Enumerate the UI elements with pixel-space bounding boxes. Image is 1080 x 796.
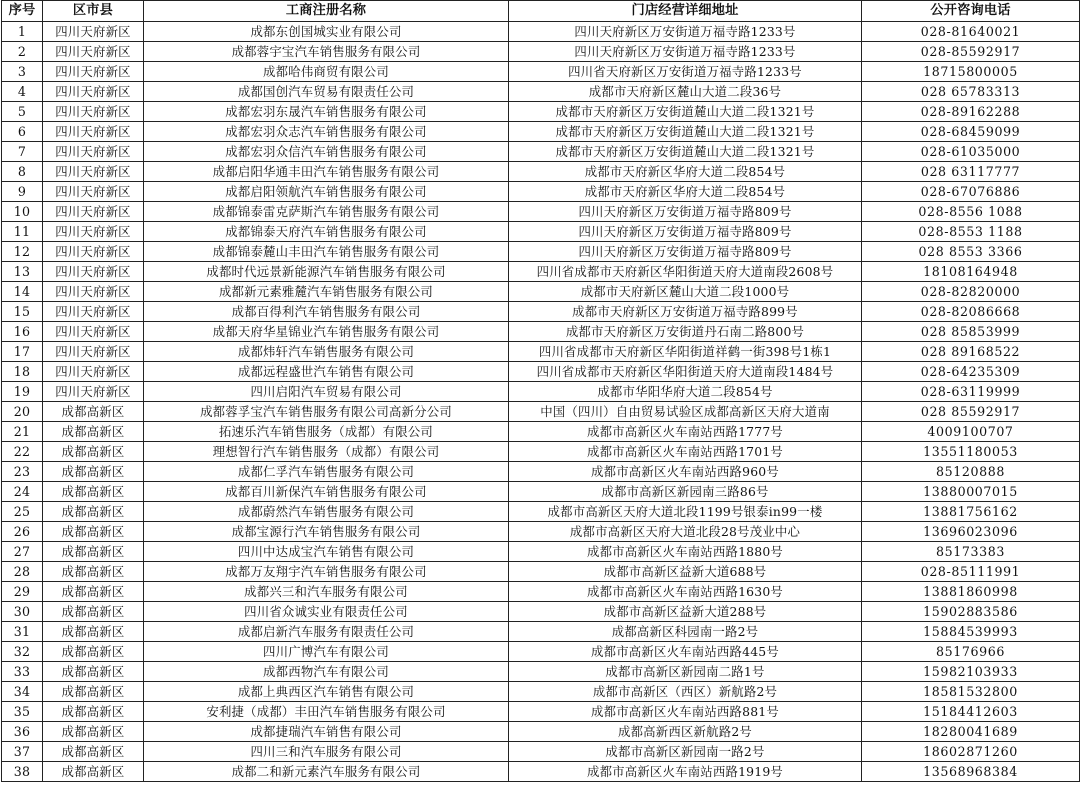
cell-address: 四川天府新区万安街道万福寺路1233号 <box>509 42 862 62</box>
table-row <box>2 522 1080 542</box>
cell-district: 成都高新区 <box>43 482 144 502</box>
cell-phone: 028-64235309 <box>862 362 1080 382</box>
cell-company: 成都万友翔宇汽车销售服务有限公司 <box>144 562 509 582</box>
cell-district: 成都高新区 <box>43 502 144 522</box>
cell-address: 成都市高新区新园南三路86号 <box>509 482 862 502</box>
table-row <box>2 422 1080 442</box>
cell-index: 36 <box>2 722 43 742</box>
table-row <box>2 322 1080 342</box>
table-row <box>2 122 1080 142</box>
cell-phone: 028-81640021 <box>862 22 1080 42</box>
table-row <box>2 582 1080 602</box>
table-row <box>2 142 1080 162</box>
cell-company: 成都远程盛世汽车销售有限公司 <box>144 362 509 382</box>
cell-company: 成都二和新元素汽车服务有限公司 <box>144 762 509 782</box>
cell-company: 成都炜轩汽车销售服务有限公司 <box>144 342 509 362</box>
cell-index: 1 <box>2 22 43 42</box>
cell-index: 19 <box>2 382 43 402</box>
cell-index: 7 <box>2 142 43 162</box>
table-row <box>2 622 1080 642</box>
cell-phone: 18280041689 <box>862 722 1080 742</box>
cell-address: 成都市天府新区万安街道丹石南二路800号 <box>509 322 862 342</box>
cell-district: 四川天府新区 <box>43 342 144 362</box>
cell-phone: 15184412603 <box>862 702 1080 722</box>
cell-phone: 028 65783313 <box>862 82 1080 102</box>
table-row <box>2 442 1080 462</box>
cell-phone: 028 8553 3366 <box>862 242 1080 262</box>
cell-company: 成都启阳领航汽车销售服务有限公司 <box>144 182 509 202</box>
cell-district: 成都高新区 <box>43 662 144 682</box>
cell-index: 18 <box>2 362 43 382</box>
cell-phone: 18581532800 <box>862 682 1080 702</box>
cell-address: 四川天府新区万安街道万福寺路809号 <box>509 202 862 222</box>
cell-district: 成都高新区 <box>43 402 144 422</box>
cell-district: 成都高新区 <box>43 462 144 482</box>
cell-company: 成都天府华星锦业汽车销售服务有限公司 <box>144 322 509 342</box>
table-row <box>2 222 1080 242</box>
cell-phone: 18602871260 <box>862 742 1080 762</box>
table-row <box>2 182 1080 202</box>
cell-company: 成都哈伟商贸有限公司 <box>144 62 509 82</box>
cell-company: 成都国创汽车贸易有限责任公司 <box>144 82 509 102</box>
cell-address: 成都市高新区益新大道688号 <box>509 562 862 582</box>
cell-district: 四川天府新区 <box>43 102 144 122</box>
cell-index: 29 <box>2 582 43 602</box>
table-row <box>2 462 1080 482</box>
cell-address: 成都市天府新区万安街道麓山大道二段1321号 <box>509 142 862 162</box>
cell-district: 四川天府新区 <box>43 142 144 162</box>
table-row <box>2 562 1080 582</box>
cell-index: 31 <box>2 622 43 642</box>
cell-company: 成都上典西区汽车销售有限公司 <box>144 682 509 702</box>
cell-address: 成都市天府新区万安街道麓山大道二段1321号 <box>509 102 862 122</box>
header-company: 工商注册名称 <box>144 1 509 22</box>
cell-company: 成都仁孚汽车销售服务有限公司 <box>144 462 509 482</box>
table-row <box>2 682 1080 702</box>
cell-company: 成都启新汽车服务有限责任公司 <box>144 622 509 642</box>
cell-phone: 15902883586 <box>862 602 1080 622</box>
cell-index: 30 <box>2 602 43 622</box>
table-row <box>2 642 1080 662</box>
cell-district: 四川天府新区 <box>43 382 144 402</box>
cell-company: 成都宏羽众志汽车销售服务有限公司 <box>144 122 509 142</box>
table-row <box>2 62 1080 82</box>
cell-company: 四川三和汽车服务有限公司 <box>144 742 509 762</box>
header-district: 区市县 <box>43 1 144 22</box>
cell-address: 成都市高新区火车南站西路1777号 <box>509 422 862 442</box>
cell-address: 中国（四川）自由贸易试验区成都高新区天府大道南 <box>509 402 862 422</box>
cell-index: 38 <box>2 762 43 782</box>
table-row <box>2 262 1080 282</box>
cell-district: 成都高新区 <box>43 722 144 742</box>
cell-phone: 15884539993 <box>862 622 1080 642</box>
cell-company: 四川广博汽车有限公司 <box>144 642 509 662</box>
cell-phone: 85173383 <box>862 542 1080 562</box>
cell-index: 15 <box>2 302 43 322</box>
cell-company: 成都宏羽众信汽车销售服务有限公司 <box>144 142 509 162</box>
cell-district: 四川天府新区 <box>43 202 144 222</box>
cell-index: 10 <box>2 202 43 222</box>
cell-company: 成都锦泰麓山丰田汽车销售服务有限公司 <box>144 242 509 262</box>
cell-address: 成都市高新区（西区）新航路2号 <box>509 682 862 702</box>
cell-address: 成都市高新区天府大道北段28号茂业中心 <box>509 522 862 542</box>
cell-company: 拓速乐汽车销售服务（成都）有限公司 <box>144 422 509 442</box>
cell-company: 成都捷瑞汽车销售有限公司 <box>144 722 509 742</box>
cell-company: 成都东创国城实业有限公司 <box>144 22 509 42</box>
cell-address: 成都市高新区火车南站西路1880号 <box>509 542 862 562</box>
header-index: 序号 <box>2 1 43 22</box>
cell-district: 成都高新区 <box>43 642 144 662</box>
cell-address: 成都市高新区火车南站西路445号 <box>509 642 862 662</box>
cell-district: 四川天府新区 <box>43 182 144 202</box>
cell-index: 33 <box>2 662 43 682</box>
cell-company: 安利捷（成都）丰田汽车销售服务有限公司 <box>144 702 509 722</box>
cell-phone: 18715800005 <box>862 62 1080 82</box>
table-row <box>2 202 1080 222</box>
cell-phone: 028-67076886 <box>862 182 1080 202</box>
cell-address: 成都市天府新区麓山大道二段1000号 <box>509 282 862 302</box>
cell-district: 成都高新区 <box>43 622 144 642</box>
cell-district: 四川天府新区 <box>43 242 144 262</box>
cell-index: 27 <box>2 542 43 562</box>
cell-index: 12 <box>2 242 43 262</box>
cell-address: 四川天府新区万安街道万福寺路809号 <box>509 242 862 262</box>
cell-company: 四川省众诚实业有限责任公司 <box>144 602 509 622</box>
cell-district: 四川天府新区 <box>43 122 144 142</box>
cell-district: 四川天府新区 <box>43 302 144 322</box>
cell-company: 成都锦泰雷克萨斯汽车销售服务有限公司 <box>144 202 509 222</box>
cell-index: 9 <box>2 182 43 202</box>
cell-district: 四川天府新区 <box>43 322 144 342</box>
cell-address: 成都市天府新区华府大道二段854号 <box>509 162 862 182</box>
cell-phone: 028 85592917 <box>862 402 1080 422</box>
cell-phone: 028-8553 1188 <box>862 222 1080 242</box>
cell-phone: 028-89162288 <box>862 102 1080 122</box>
cell-index: 34 <box>2 682 43 702</box>
cell-company: 理想智行汽车销售服务（成都）有限公司 <box>144 442 509 462</box>
cell-phone: 13696023096 <box>862 522 1080 542</box>
cell-district: 成都高新区 <box>43 582 144 602</box>
cell-district: 四川天府新区 <box>43 42 144 62</box>
cell-district: 成都高新区 <box>43 762 144 782</box>
cell-address: 成都市高新区火车南站西路1701号 <box>509 442 862 462</box>
cell-company: 成都蔚然汽车销售服务有限公司 <box>144 502 509 522</box>
cell-index: 35 <box>2 702 43 722</box>
cell-index: 13 <box>2 262 43 282</box>
cell-phone: 028-63119999 <box>862 382 1080 402</box>
cell-company: 成都西物汽车有限公司 <box>144 662 509 682</box>
cell-company: 成都百川新保汽车销售服务有限公司 <box>144 482 509 502</box>
cell-index: 24 <box>2 482 43 502</box>
cell-company: 成都百得利汽车销售服务有限公司 <box>144 302 509 322</box>
cell-address: 成都市高新区天府大道北段1199号银泰in99一楼 <box>509 502 862 522</box>
cell-phone: 028-85111991 <box>862 562 1080 582</box>
cell-index: 22 <box>2 442 43 462</box>
cell-company: 成都新元素雅麓汽车销售服务有限公司 <box>144 282 509 302</box>
cell-index: 5 <box>2 102 43 122</box>
table-row <box>2 602 1080 622</box>
cell-phone: 028-8556 1088 <box>862 202 1080 222</box>
cell-index: 4 <box>2 82 43 102</box>
cell-district: 成都高新区 <box>43 702 144 722</box>
header-address: 门店经营详细地址 <box>509 1 862 22</box>
table-row <box>2 162 1080 182</box>
table-row <box>2 362 1080 382</box>
cell-index: 21 <box>2 422 43 442</box>
cell-index: 23 <box>2 462 43 482</box>
cell-address: 成都高新区科园南一路2号 <box>509 622 862 642</box>
cell-phone: 13880007015 <box>862 482 1080 502</box>
cell-company: 成都蓉孚宝汽车销售服务有限公司高新分公司 <box>144 402 509 422</box>
table-row <box>2 742 1080 762</box>
cell-district: 四川天府新区 <box>43 282 144 302</box>
cell-address: 成都市天府新区麓山大道二段36号 <box>509 82 862 102</box>
table-body <box>2 22 1080 782</box>
cell-index: 20 <box>2 402 43 422</box>
cell-index: 14 <box>2 282 43 302</box>
cell-index: 8 <box>2 162 43 182</box>
cell-address: 四川省成都市天府新区华阳街道祥鹤一街398号1栋1 <box>509 342 862 362</box>
cell-phone: 13551180053 <box>862 442 1080 462</box>
cell-company: 成都宏羽东晟汽车销售服务有限公司 <box>144 102 509 122</box>
cell-index: 16 <box>2 322 43 342</box>
cell-district: 四川天府新区 <box>43 162 144 182</box>
cell-address: 成都市高新区火车南站西路1919号 <box>509 762 862 782</box>
cell-phone: 13881860998 <box>862 582 1080 602</box>
header-row <box>2 1 1080 22</box>
cell-district: 四川天府新区 <box>43 22 144 42</box>
header-phone: 公开咨询电话 <box>862 1 1080 22</box>
cell-phone: 028 89168522 <box>862 342 1080 362</box>
cell-index: 28 <box>2 562 43 582</box>
table-row <box>2 402 1080 422</box>
cell-district: 成都高新区 <box>43 442 144 462</box>
cell-district: 四川天府新区 <box>43 62 144 82</box>
cell-phone: 028-68459099 <box>862 122 1080 142</box>
cell-address: 四川省成都市天府新区华阳街道天府大道南段2608号 <box>509 262 862 282</box>
cell-district: 四川天府新区 <box>43 82 144 102</box>
cell-index: 11 <box>2 222 43 242</box>
table-row <box>2 482 1080 502</box>
cell-district: 成都高新区 <box>43 522 144 542</box>
cell-address: 四川省天府新区万安街道万福寺路1233号 <box>509 62 862 82</box>
cell-address: 成都市高新区火车南站西路881号 <box>509 702 862 722</box>
cell-district: 成都高新区 <box>43 422 144 442</box>
table-row <box>2 22 1080 42</box>
cell-phone: 18108164948 <box>862 262 1080 282</box>
cell-phone: 028-82820000 <box>862 282 1080 302</box>
table-row <box>2 382 1080 402</box>
table-row <box>2 282 1080 302</box>
cell-phone: 028-85592917 <box>862 42 1080 62</box>
table-row <box>2 722 1080 742</box>
cell-district: 成都高新区 <box>43 682 144 702</box>
cell-address: 四川天府新区万安街道万福寺路809号 <box>509 222 862 242</box>
cell-district: 四川天府新区 <box>43 262 144 282</box>
cell-address: 成都市华阳华府大道二段854号 <box>509 382 862 402</box>
table-row <box>2 762 1080 782</box>
table-row <box>2 42 1080 62</box>
cell-index: 3 <box>2 62 43 82</box>
cell-index: 26 <box>2 522 43 542</box>
table-row <box>2 242 1080 262</box>
table-row <box>2 82 1080 102</box>
cell-address: 成都市天府新区华府大道二段854号 <box>509 182 862 202</box>
cell-address: 成都市高新区火车南站西路1630号 <box>509 582 862 602</box>
cell-district: 成都高新区 <box>43 742 144 762</box>
cell-index: 17 <box>2 342 43 362</box>
cell-company: 四川启阳汽车贸易有限公司 <box>144 382 509 402</box>
cell-company: 成都时代远景新能源汽车销售服务有限公司 <box>144 262 509 282</box>
cell-district: 四川天府新区 <box>43 362 144 382</box>
cell-phone: 13881756162 <box>862 502 1080 522</box>
cell-address: 成都市天府新区万安街道麓山大道二段1321号 <box>509 122 862 142</box>
cell-index: 37 <box>2 742 43 762</box>
cell-district: 四川天府新区 <box>43 222 144 242</box>
cell-index: 6 <box>2 122 43 142</box>
cell-address: 成都市高新区益新大道288号 <box>509 602 862 622</box>
cell-district: 成都高新区 <box>43 562 144 582</box>
cell-company: 四川中达成宝汽车销售有限公司 <box>144 542 509 562</box>
table-row <box>2 342 1080 362</box>
cell-address: 成都高新西区新航路2号 <box>509 722 862 742</box>
cell-phone: 028 85853999 <box>862 322 1080 342</box>
cell-index: 2 <box>2 42 43 62</box>
cell-phone: 4009100707 <box>862 422 1080 442</box>
dealer-table <box>1 0 1080 782</box>
cell-address: 成都市高新区新园南一路2号 <box>509 742 862 762</box>
cell-phone: 028 63117777 <box>862 162 1080 182</box>
cell-phone: 028-61035000 <box>862 142 1080 162</box>
table-row <box>2 702 1080 722</box>
table-row <box>2 502 1080 522</box>
cell-district: 成都高新区 <box>43 542 144 562</box>
cell-company: 成都蓉宇宝汽车销售服务有限公司 <box>144 42 509 62</box>
cell-address: 成都市高新区新园南二路1号 <box>509 662 862 682</box>
cell-index: 25 <box>2 502 43 522</box>
cell-address: 四川天府新区万安街道万福寺路1233号 <box>509 22 862 42</box>
table-row <box>2 662 1080 682</box>
table-row <box>2 542 1080 562</box>
cell-company: 成都锦泰天府汽车销售服务有限公司 <box>144 222 509 242</box>
cell-phone: 13568968384 <box>862 762 1080 782</box>
cell-index: 32 <box>2 642 43 662</box>
cell-phone: 85120888 <box>862 462 1080 482</box>
cell-address: 成都市高新区火车南站西路960号 <box>509 462 862 482</box>
cell-address: 四川省成都市天府新区华阳街道天府大道南段1484号 <box>509 362 862 382</box>
table-row <box>2 302 1080 322</box>
cell-phone: 028-82086668 <box>862 302 1080 322</box>
cell-company: 成都宝源行汽车销售服务有限公司 <box>144 522 509 542</box>
table-row <box>2 102 1080 122</box>
cell-district: 成都高新区 <box>43 602 144 622</box>
cell-address: 成都市天府新区万安街道万福寺路899号 <box>509 302 862 322</box>
cell-phone: 85176966 <box>862 642 1080 662</box>
cell-company: 成都兴三和汽车服务有限公司 <box>144 582 509 602</box>
cell-phone: 15982103933 <box>862 662 1080 682</box>
cell-company: 成都启阳华通丰田汽车销售服务有限公司 <box>144 162 509 182</box>
